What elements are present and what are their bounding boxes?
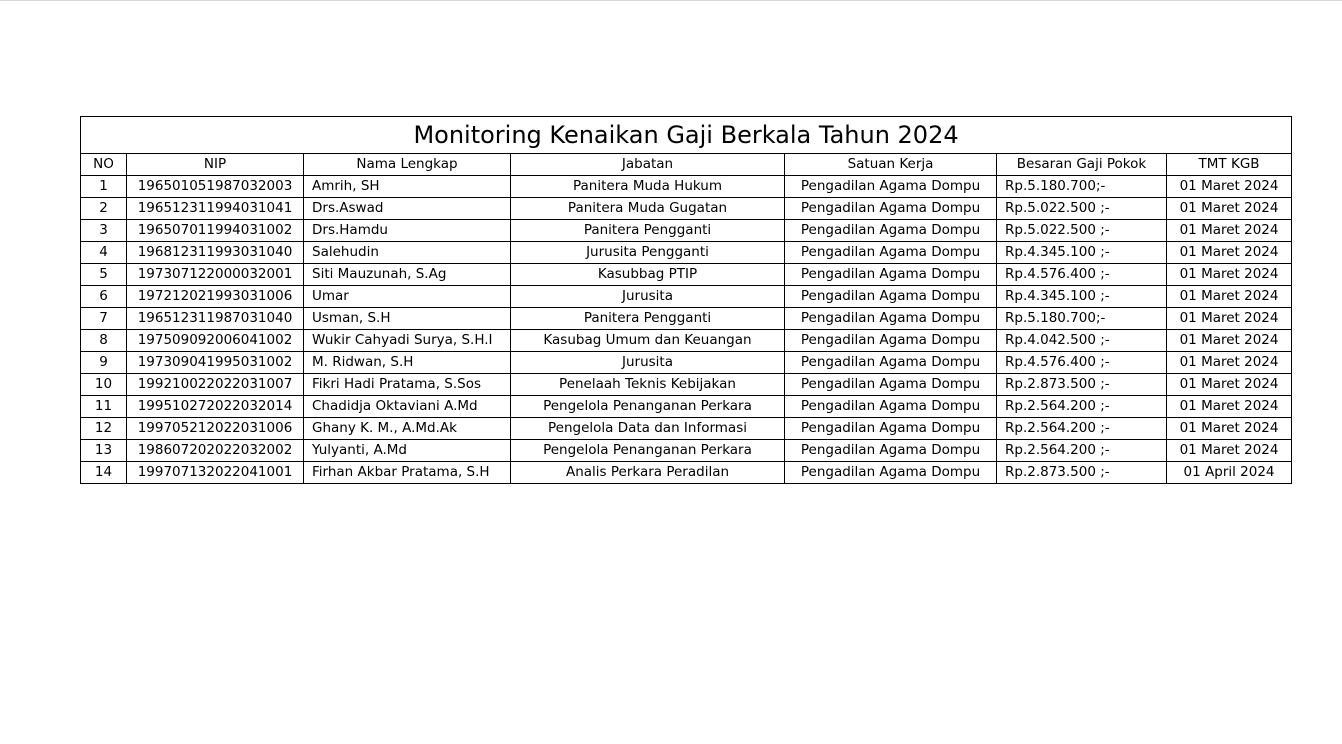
cell-gaji-pokok: Rp.4.042.500 ;-	[997, 330, 1167, 352]
top-border-line	[0, 0, 1342, 1]
cell-jabatan: Panitera Muda Hukum	[511, 176, 785, 198]
cell-tmt-kgb: 01 Maret 2024	[1167, 242, 1292, 264]
table-row	[81, 396, 1292, 418]
cell-no: 6	[81, 286, 127, 308]
cell-no: 4	[81, 242, 127, 264]
cell-nip: 199510272022032014	[127, 396, 304, 418]
cell-nip: 196512311994031041	[127, 198, 304, 220]
cell-tmt-kgb: 01 April 2024	[1167, 462, 1292, 484]
cell-satuan-kerja: Pengadilan Agama Dompu	[785, 330, 997, 352]
cell-no: 12	[81, 418, 127, 440]
table-row	[81, 418, 1292, 440]
cell-gaji-pokok: Rp.2.873.500 ;-	[997, 374, 1167, 396]
table-row	[81, 308, 1292, 330]
table-row	[81, 374, 1292, 396]
cell-no: 10	[81, 374, 127, 396]
column-header-nama-lengkap: Nama Lengkap	[304, 154, 511, 176]
cell-no: 13	[81, 440, 127, 462]
cell-gaji-pokok: Rp.4.345.100 ;-	[997, 286, 1167, 308]
cell-nip: 197212021993031006	[127, 286, 304, 308]
cell-gaji-pokok: Rp.4.576.400 ;-	[997, 264, 1167, 286]
cell-satuan-kerja: Pengadilan Agama Dompu	[785, 396, 997, 418]
salary-monitoring-table	[80, 116, 1292, 484]
cell-satuan-kerja: Pengadilan Agama Dompu	[785, 374, 997, 396]
table-row	[81, 286, 1292, 308]
cell-jabatan: Pengelola Data dan Informasi	[511, 418, 785, 440]
cell-satuan-kerja: Pengadilan Agama Dompu	[785, 198, 997, 220]
cell-tmt-kgb: 01 Maret 2024	[1167, 176, 1292, 198]
cell-nama-lengkap: Wukir Cahyadi Surya, S.H.I	[304, 330, 511, 352]
column-header-tmt-kgb: TMT KGB	[1167, 154, 1292, 176]
table-row	[81, 176, 1292, 198]
cell-satuan-kerja: Pengadilan Agama Dompu	[785, 286, 997, 308]
table-row	[81, 264, 1292, 286]
cell-no: 8	[81, 330, 127, 352]
cell-nama-lengkap: Firhan Akbar Pratama, S.H	[304, 462, 511, 484]
column-header-satuan-kerja: Satuan Kerja	[785, 154, 997, 176]
cell-no: 7	[81, 308, 127, 330]
cell-jabatan: Jurusita	[511, 352, 785, 374]
cell-tmt-kgb: 01 Maret 2024	[1167, 264, 1292, 286]
cell-nip: 198607202022032002	[127, 440, 304, 462]
column-header-nip: NIP	[127, 154, 304, 176]
cell-satuan-kerja: Pengadilan Agama Dompu	[785, 440, 997, 462]
table-row	[81, 330, 1292, 352]
cell-gaji-pokok: Rp.4.576.400 ;-	[997, 352, 1167, 374]
cell-gaji-pokok: Rp.2.564.200 ;-	[997, 396, 1167, 418]
cell-no: 14	[81, 462, 127, 484]
cell-nama-lengkap: Yulyanti, A.Md	[304, 440, 511, 462]
cell-nama-lengkap: Siti Mauzunah, S.Ag	[304, 264, 511, 286]
cell-jabatan: Penelaah Teknis Kebijakan	[511, 374, 785, 396]
cell-nip: 196812311993031040	[127, 242, 304, 264]
cell-nip: 197509092006041002	[127, 330, 304, 352]
table-body	[81, 176, 1292, 484]
cell-nip: 199705212022031006	[127, 418, 304, 440]
cell-nama-lengkap: Ghany K. M., A.Md.Ak	[304, 418, 511, 440]
cell-no: 3	[81, 220, 127, 242]
table-row	[81, 198, 1292, 220]
page-title: Monitoring Kenaikan Gaji Berkala Tahun 2024	[81, 117, 1292, 154]
cell-satuan-kerja: Pengadilan Agama Dompu	[785, 264, 997, 286]
table-row	[81, 242, 1292, 264]
cell-nama-lengkap: Amrih, SH	[304, 176, 511, 198]
cell-nip: 197309041995031002	[127, 352, 304, 374]
cell-nip: 196512311987031040	[127, 308, 304, 330]
cell-gaji-pokok: Rp.4.345.100 ;-	[997, 242, 1167, 264]
cell-satuan-kerja: Pengadilan Agama Dompu	[785, 176, 997, 198]
cell-jabatan: Panitera Pengganti	[511, 220, 785, 242]
cell-nip: 196507011994031002	[127, 220, 304, 242]
cell-nama-lengkap: Usman, S.H	[304, 308, 511, 330]
cell-tmt-kgb: 01 Maret 2024	[1167, 352, 1292, 374]
cell-satuan-kerja: Pengadilan Agama Dompu	[785, 462, 997, 484]
cell-tmt-kgb: 01 Maret 2024	[1167, 198, 1292, 220]
cell-jabatan: Jurusita	[511, 286, 785, 308]
cell-nama-lengkap: Umar	[304, 286, 511, 308]
cell-nama-lengkap: Fikri Hadi Pratama, S.Sos	[304, 374, 511, 396]
cell-gaji-pokok: Rp.2.564.200 ;-	[997, 418, 1167, 440]
cell-tmt-kgb: 01 Maret 2024	[1167, 396, 1292, 418]
header-row	[81, 154, 1292, 176]
cell-tmt-kgb: 01 Maret 2024	[1167, 440, 1292, 462]
cell-jabatan: Pengelola Penanganan Perkara	[511, 396, 785, 418]
cell-nama-lengkap: M. Ridwan, S.H	[304, 352, 511, 374]
cell-tmt-kgb: 01 Maret 2024	[1167, 330, 1292, 352]
table-row	[81, 352, 1292, 374]
cell-gaji-pokok: Rp.5.180.700;-	[997, 308, 1167, 330]
cell-jabatan: Kasubag Umum dan Keuangan	[511, 330, 785, 352]
table-row	[81, 440, 1292, 462]
cell-jabatan: Panitera Pengganti	[511, 308, 785, 330]
table-row	[81, 220, 1292, 242]
cell-no: 11	[81, 396, 127, 418]
cell-gaji-pokok: Rp.5.022.500 ;-	[997, 220, 1167, 242]
column-header-jabatan: Jabatan	[511, 154, 785, 176]
cell-gaji-pokok: Rp.2.564.200 ;-	[997, 440, 1167, 462]
cell-jabatan: Jurusita Pengganti	[511, 242, 785, 264]
cell-tmt-kgb: 01 Maret 2024	[1167, 418, 1292, 440]
cell-satuan-kerja: Pengadilan Agama Dompu	[785, 352, 997, 374]
cell-nip: 199707132022041001	[127, 462, 304, 484]
table-row	[81, 462, 1292, 484]
column-header-no: NO	[81, 154, 127, 176]
cell-tmt-kgb: 01 Maret 2024	[1167, 286, 1292, 308]
cell-no: 5	[81, 264, 127, 286]
cell-satuan-kerja: Pengadilan Agama Dompu	[785, 308, 997, 330]
cell-nama-lengkap: Chadidja Oktaviani A.Md	[304, 396, 511, 418]
cell-nip: 197307122000032001	[127, 264, 304, 286]
cell-nama-lengkap: Drs.Aswad	[304, 198, 511, 220]
cell-no: 9	[81, 352, 127, 374]
cell-gaji-pokok: Rp.2.873.500 ;-	[997, 462, 1167, 484]
cell-no: 2	[81, 198, 127, 220]
cell-nama-lengkap: Drs.Hamdu	[304, 220, 511, 242]
cell-no: 1	[81, 176, 127, 198]
cell-satuan-kerja: Pengadilan Agama Dompu	[785, 418, 997, 440]
cell-jabatan: Kasubbag PTIP	[511, 264, 785, 286]
cell-satuan-kerja: Pengadilan Agama Dompu	[785, 242, 997, 264]
cell-nip: 199210022022031007	[127, 374, 304, 396]
cell-jabatan: Analis Perkara Peradilan	[511, 462, 785, 484]
column-header-besaran-gaji-pokok: Besaran Gaji Pokok	[997, 154, 1167, 176]
cell-jabatan: Pengelola Penanganan Perkara	[511, 440, 785, 462]
cell-tmt-kgb: 01 Maret 2024	[1167, 308, 1292, 330]
cell-tmt-kgb: 01 Maret 2024	[1167, 374, 1292, 396]
cell-tmt-kgb: 01 Maret 2024	[1167, 220, 1292, 242]
title-row	[81, 117, 1292, 154]
cell-satuan-kerja: Pengadilan Agama Dompu	[785, 220, 997, 242]
cell-nama-lengkap: Salehudin	[304, 242, 511, 264]
cell-gaji-pokok: Rp.5.180.700;-	[997, 176, 1167, 198]
cell-jabatan: Panitera Muda Gugatan	[511, 198, 785, 220]
cell-gaji-pokok: Rp.5.022.500 ;-	[997, 198, 1167, 220]
cell-nip: 196501051987032003	[127, 176, 304, 198]
